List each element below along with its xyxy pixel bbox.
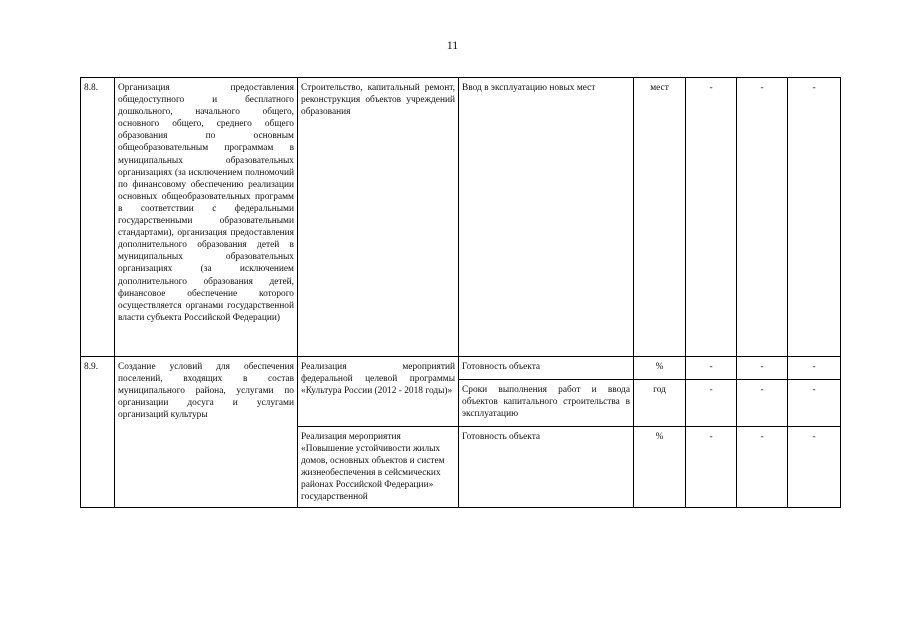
row-value-1: - bbox=[686, 78, 737, 357]
row-value-2: - bbox=[737, 380, 788, 427]
row-authority-text: Организация предоставления общедоступного и бесплатного дошкольного, начального общего, основного общего, среднего общего образования по основным общеобразовательным программам в муниципальных образовательных организациях (за исключением полномочий по финансовому обеспечению реализации основных общеобразовательных программ в соответствии с федеральными государственными образовательными стандартами), организация предоставления дополнительного образования детей в муниципальных образовательных организациях (за исключением дополнительного образования детей, финансовое обеспечение которого осуществляется органами государственной власти субъекта Российской Федерации) bbox=[115, 78, 298, 357]
row-indicator-text: Готовность объекта bbox=[459, 357, 634, 380]
row-authority-text: Создание условий для обеспечения поселений, входящих в состав муниципального района, услугами по организации досуга и услугами организаций культуры bbox=[115, 357, 298, 508]
row-number: 8.9. bbox=[81, 357, 115, 508]
row-indicator-text: Ввод в эксплуатацию новых мест bbox=[459, 78, 634, 357]
program-table bbox=[80, 77, 841, 508]
row-value-3: - bbox=[788, 357, 841, 380]
row-value-2: - bbox=[737, 427, 788, 508]
row-indicator-text: Готовность объекта bbox=[459, 427, 634, 508]
row-activity-text: Реализация мероприятий федеральной целевой программы «Культура России (2012 - 2018 годы)» bbox=[298, 357, 459, 427]
row-number: 8.8. bbox=[81, 78, 115, 357]
row-activity-text: Строительство, капитальный ремонт, реконструкция объектов учреждений образования bbox=[298, 78, 459, 357]
row-unit: % bbox=[634, 357, 686, 380]
row-unit: % bbox=[634, 427, 686, 508]
table-row bbox=[81, 78, 841, 357]
row-value-1: - bbox=[686, 357, 737, 380]
row-value-3: - bbox=[788, 78, 841, 357]
row-value-3: - bbox=[788, 380, 841, 427]
row-indicator-text: Сроки выполнения работ и ввода объектов капитального строительства в эксплуатацию bbox=[459, 380, 634, 427]
table-row bbox=[81, 357, 841, 380]
row-value-1: - bbox=[686, 380, 737, 427]
row-value-2: - bbox=[737, 78, 788, 357]
row-value-1: - bbox=[686, 427, 737, 508]
row-unit: мест bbox=[634, 78, 686, 357]
row-value-3: - bbox=[788, 427, 841, 508]
page-number: 11 bbox=[446, 38, 459, 52]
row-unit: год bbox=[634, 380, 686, 427]
row-value-2: - bbox=[737, 357, 788, 380]
row-activity-text: Реализация мероприятия «Повышение устойчивости жилых домов, основных объектов и систем жизнеобеспечения в сейсмических районах Российской Федерации» государственной bbox=[298, 427, 459, 508]
